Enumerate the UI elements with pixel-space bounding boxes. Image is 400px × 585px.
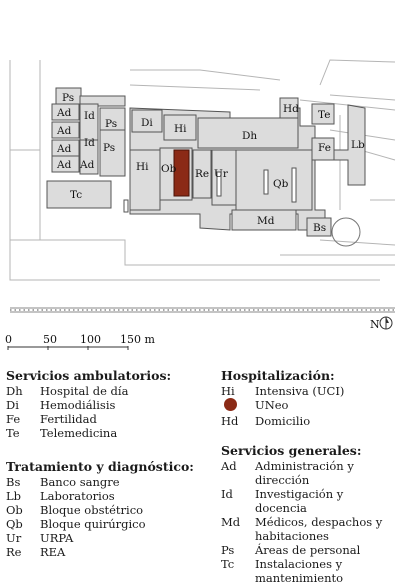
scale-tick-50: 50	[43, 333, 57, 346]
label-id-1: Id	[84, 110, 95, 122]
legend-code: Te	[6, 426, 20, 440]
legend-item	[221, 384, 396, 398]
legend-item	[221, 459, 396, 487]
label-id-2: Id	[84, 137, 95, 149]
legend-code: Hi	[221, 384, 235, 398]
legend-label: Intensiva (UCI)	[255, 384, 345, 398]
label-hi-1: Hi	[174, 123, 187, 135]
legend-swatch-cell	[221, 398, 255, 414]
legend-label: Banco sangre	[40, 475, 120, 489]
legend-label: Laboratorios	[40, 489, 115, 503]
north-label: N	[370, 318, 380, 331]
legend-code: Md	[221, 515, 241, 529]
north-arrow	[370, 317, 392, 331]
legend-code: Ob	[6, 503, 23, 517]
legend-label: Investigación y docencia	[255, 487, 344, 515]
label-ps-top: Ps	[62, 92, 75, 104]
legend-item	[221, 515, 396, 543]
legend-label: Telemedicina	[40, 426, 118, 440]
legend-code: Hd	[221, 414, 239, 428]
legend-code: Ur	[6, 531, 22, 545]
label-hd: Hd	[283, 103, 299, 115]
legend-item	[6, 398, 206, 412]
legend-code: Ad	[221, 459, 237, 473]
legend-title: Tratamiento y diagnóstico:	[6, 459, 194, 474]
scale-bar	[5, 333, 155, 350]
legend-item	[6, 503, 206, 517]
legend-label: Administración y dirección	[255, 459, 354, 487]
legend-item	[221, 543, 396, 557]
legend-label: Fertilidad	[40, 412, 97, 426]
legend-code: Tc	[221, 557, 235, 571]
label-te: Te	[318, 109, 331, 121]
uneo-swatch	[224, 398, 237, 411]
legend-label: Bloque quirúrgico	[40, 517, 146, 531]
label-ad-5: Ad	[80, 159, 95, 171]
label-fe: Fe	[318, 142, 331, 154]
legend-item	[6, 545, 206, 559]
legend-label: Instalaciones y mantenimiento	[255, 557, 344, 585]
legend-item	[6, 475, 206, 489]
legend-title: Servicios generales:	[221, 443, 362, 458]
label-ad-4: Ad	[57, 159, 72, 171]
label-ad-2: Ad	[57, 125, 72, 137]
railway	[10, 308, 395, 312]
legend-item	[6, 412, 206, 426]
label-qb: Qb	[273, 178, 289, 190]
legend-item	[6, 426, 206, 440]
legend-title: Servicios ambulatorios:	[6, 368, 172, 383]
label-ur: Ur	[214, 168, 228, 180]
legend-code: Id	[221, 487, 233, 501]
legend-ambulatory	[6, 368, 206, 440]
legend-item	[221, 487, 396, 515]
label-md: Md	[257, 215, 275, 227]
label-re: Re	[195, 168, 210, 180]
legend-label: UNeo	[255, 398, 289, 412]
legend-item	[221, 398, 396, 414]
label-ob: Ob	[161, 163, 177, 175]
legend-label: REA	[40, 545, 66, 559]
legend-label: Domicilio	[255, 414, 311, 428]
label-lb: Lb	[351, 139, 365, 151]
legend-treatment	[6, 459, 206, 559]
label-ad-1: Ad	[57, 107, 72, 119]
label-hi-2: Hi	[136, 161, 149, 173]
legend-label: Hospital de día	[40, 384, 129, 398]
scale-tick-0: 0	[5, 333, 12, 346]
legend-item	[6, 517, 206, 531]
legend-item	[6, 489, 206, 503]
scale-tick-100: 100	[80, 333, 101, 346]
label-dh: Dh	[242, 130, 258, 142]
legend-item	[6, 531, 206, 545]
legend-code: Qb	[6, 517, 23, 531]
legend-label: Bloque obstétrico	[40, 503, 144, 517]
legend-item	[6, 384, 206, 398]
legend-label: Médicos, despachos y habitaciones	[255, 515, 383, 543]
scale-tick-150: 150 m	[120, 333, 155, 346]
label-bs: Bs	[313, 222, 327, 234]
legend-label: Hemodiálisis	[40, 398, 116, 412]
legend-hospitalization	[221, 368, 396, 428]
legend-code: Di	[6, 398, 19, 412]
label-tc: Tc	[70, 189, 83, 201]
legend-code: Ps	[221, 543, 235, 557]
legend-label: URPA	[40, 531, 74, 545]
legend-title: Hospitalización:	[221, 368, 335, 383]
legend-label: Áreas de personal	[255, 543, 361, 557]
legend-code: Bs	[6, 475, 21, 489]
legend-general	[221, 443, 396, 585]
label-ps-3: Ps	[103, 142, 116, 154]
legend-code: Fe	[6, 412, 21, 426]
label-ps-2: Ps	[105, 118, 118, 130]
legend-item	[221, 414, 396, 428]
legend-code: Lb	[6, 489, 21, 503]
label-di: Di	[141, 117, 153, 129]
legend-code: Re	[6, 545, 22, 559]
legend-code: Dh	[6, 384, 23, 398]
label-ad-3: Ad	[57, 143, 72, 155]
